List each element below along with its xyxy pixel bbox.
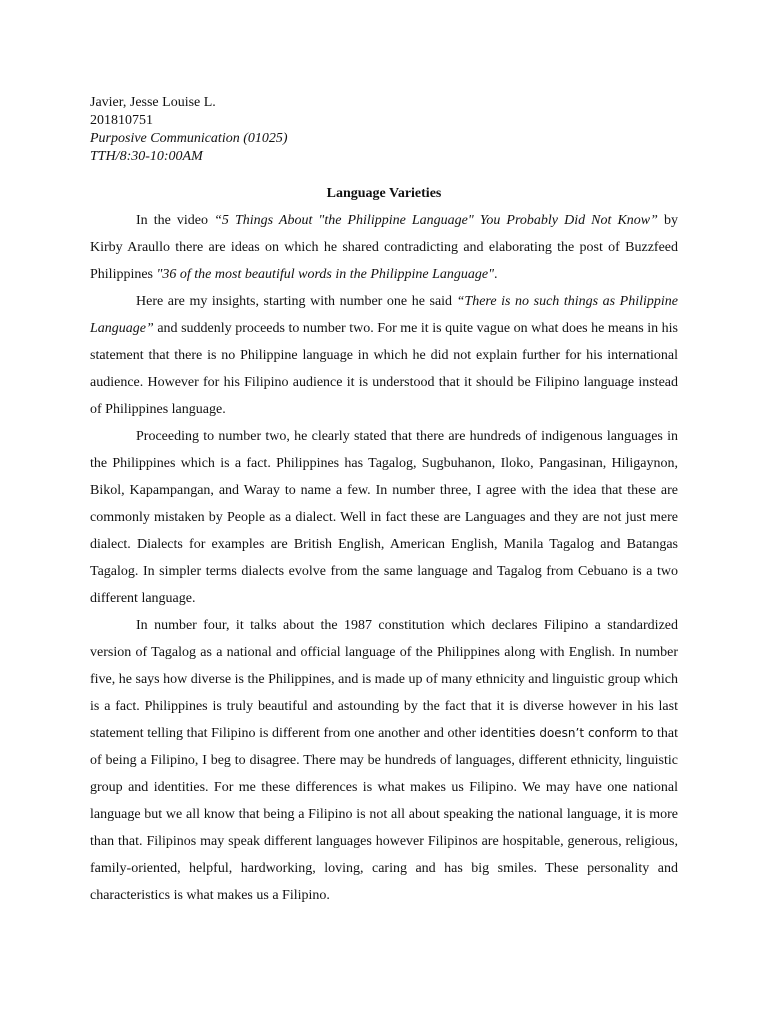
- paragraph-2-rest: and suddenly proceeds to number two. For me it is quite vague on what does he means in his statement that there is no Philippine language in which he did not explain further for his international audience. However for his Filipino audience it is understood that it should be Filipino language instead of Philippines language.: [90, 321, 678, 417]
- document-title: Language Varieties: [326, 186, 442, 201]
- paragraph-3: Proceeding to number two, he clearly stated that there are hundreds of indigenous languages in the Philippines which is a fact. Philippines has Tagalog, Sugbuhanon, Iloko, Pangasinan, Hiligaynon, Bikol, Kapampangan, and Waray to name a few. In number three, I agree with the idea that these are commonly mistaken by People as a dialect. Well in fact these are Languages and they are not just mere dialect. Dialects for examples are British English, American English, Manila Tagalog and Batangas Tagalog. In simpler terms dialects evolve from the same language and Tagalog from Cebuano is a two different language.: [90, 429, 678, 606]
- class-schedule: TTH/8:30-10:00AM: [90, 149, 203, 164]
- paragraph-4-sans-run: identities doesn’t conform to: [479, 726, 654, 740]
- paragraph-1: [90, 207, 678, 288]
- paragraph-4-rest: that of being a Filipino, I beg to disagree. There may be hundreds of languages, different ethnicity, linguistic group and identities. For me these differences is what makes us Filipino. We may have one national language but we all know that being a Filipino is not all about speaking the national language, it is more than that. Filipinos may speak different languages however Filipinos are hospitable, generous, religious, family-oriented, helpful, hardworking, loving, caring and has big smiles. These personality and characteristics is what makes us a Filipino.: [90, 726, 678, 903]
- student-header: [90, 94, 288, 166]
- paragraph-2: [90, 288, 678, 423]
- document-body: [90, 207, 678, 909]
- paragraph-4: [90, 612, 678, 909]
- insight-quote: “There is no such things as Philippine Language”: [90, 294, 678, 336]
- course-name: Purposive Communication (01025): [90, 131, 288, 146]
- paragraph-2-intro: Here are my insights, starting with number one he said: [136, 294, 457, 309]
- paragraph-4-intro: In number four, it talks about the 1987 constitution which declares Filipino a standardized version of Tagalog as a national and official language of the Philippines along with English. In number five, he says how diverse is the Philippines, and is made up of many ethnicity and linguistic group which is a fact. Philippines is truly beautiful and astounding by the fact that it is diverse however in his last statement telling that Filipino is different from one another and other: [90, 618, 678, 741]
- paragraph-1-end: .: [494, 267, 498, 282]
- video-title: “5 Things About "the Philippine Language" You Probably Did Not Know”: [214, 213, 658, 228]
- student-name: Javier, Jesse Louise L.: [90, 95, 216, 110]
- post-title: "36 of the most beautiful words in the Philippine Language": [156, 267, 495, 282]
- student-number: 201810751: [90, 113, 153, 128]
- paragraph-1-middle: by Kirby Araullo there are ideas on which he shared contradicting and elaborating the post of Buzzfeed Philippines: [90, 213, 679, 282]
- paragraph-1-intro: In the video: [136, 213, 215, 228]
